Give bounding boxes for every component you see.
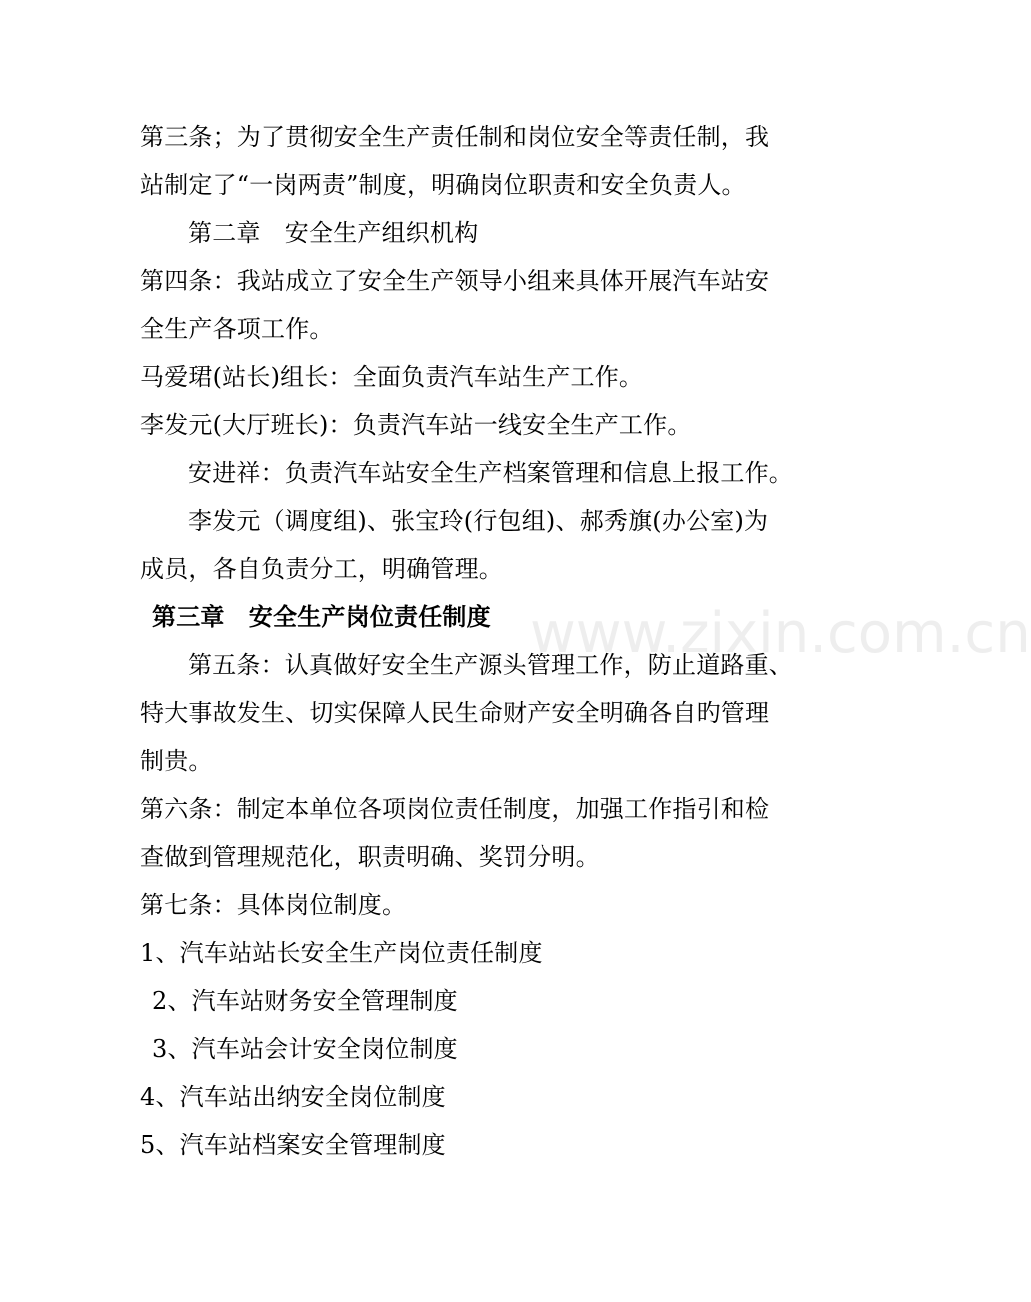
article-3-line-2: 站制定了“一岗两责”制度，明确岗位职责和安全负责人。 [140,171,746,199]
article-5-line-3: 制贵。 [140,747,213,775]
article-6-line-1: 第六条：制定本单位各项岗位责任制度，加强工作指引和检 [140,795,770,823]
list-item-2: 2、汽车站财务安全管理制度 [152,987,458,1015]
article-5-line-2: 特大事故发生、切实保障人民生命财产安全明确各自旳管理 [140,699,770,727]
members-line-2: 成员，各自负责分工，明确管理。 [140,555,503,583]
list-item-4: 4、汽车站出纳安全岗位制度 [140,1083,446,1111]
chapter-3-heading: 第三章 安全生产岗位责任制度 [152,602,491,631]
list-item-3: 3、汽车站会计安全岗位制度 [152,1035,458,1063]
article-7-line: 第七条：具体岗位制度。 [140,891,407,919]
members-line-1: 李发元（调度组)、张宝玲(行包组)、郝秀旗(办公室)为 [188,507,769,535]
hall-monitor-line: 李发元(大厅班长)：负责汽车站一线安全生产工作。 [140,411,692,439]
article-5-line-1: 第五条：认真做好安全生产源头管理工作，防止道路重、 [188,651,793,679]
article-3-line-1: 第三条；为了贯彻安全生产责任制和岗位安全等责任制，我 [140,123,770,151]
watermark: www.zixin.com.cn [530,601,1031,666]
article-6-line-2: 查做到管理规范化，职责明确、奖罚分明。 [140,843,600,871]
article-4-line-1: 第四条：我站成立了安全生产领导小组来具体开展汽车站安 [140,267,770,295]
list-item-5: 5、汽车站档案安全管理制度 [140,1131,446,1159]
leader-line: 马爱珺(站长)组长：全面负责汽车站生产工作。 [140,363,644,391]
archive-manager-line: 安进祥：负责汽车站安全生产档案管理和信息上报工作。 [188,459,793,487]
list-item-1: 1、汽车站站长安全生产岗位责任制度 [140,939,543,967]
article-4-line-2: 全生产各项工作。 [140,315,334,343]
chapter-2-heading: 第二章 安全生产组织机构 [188,219,479,247]
